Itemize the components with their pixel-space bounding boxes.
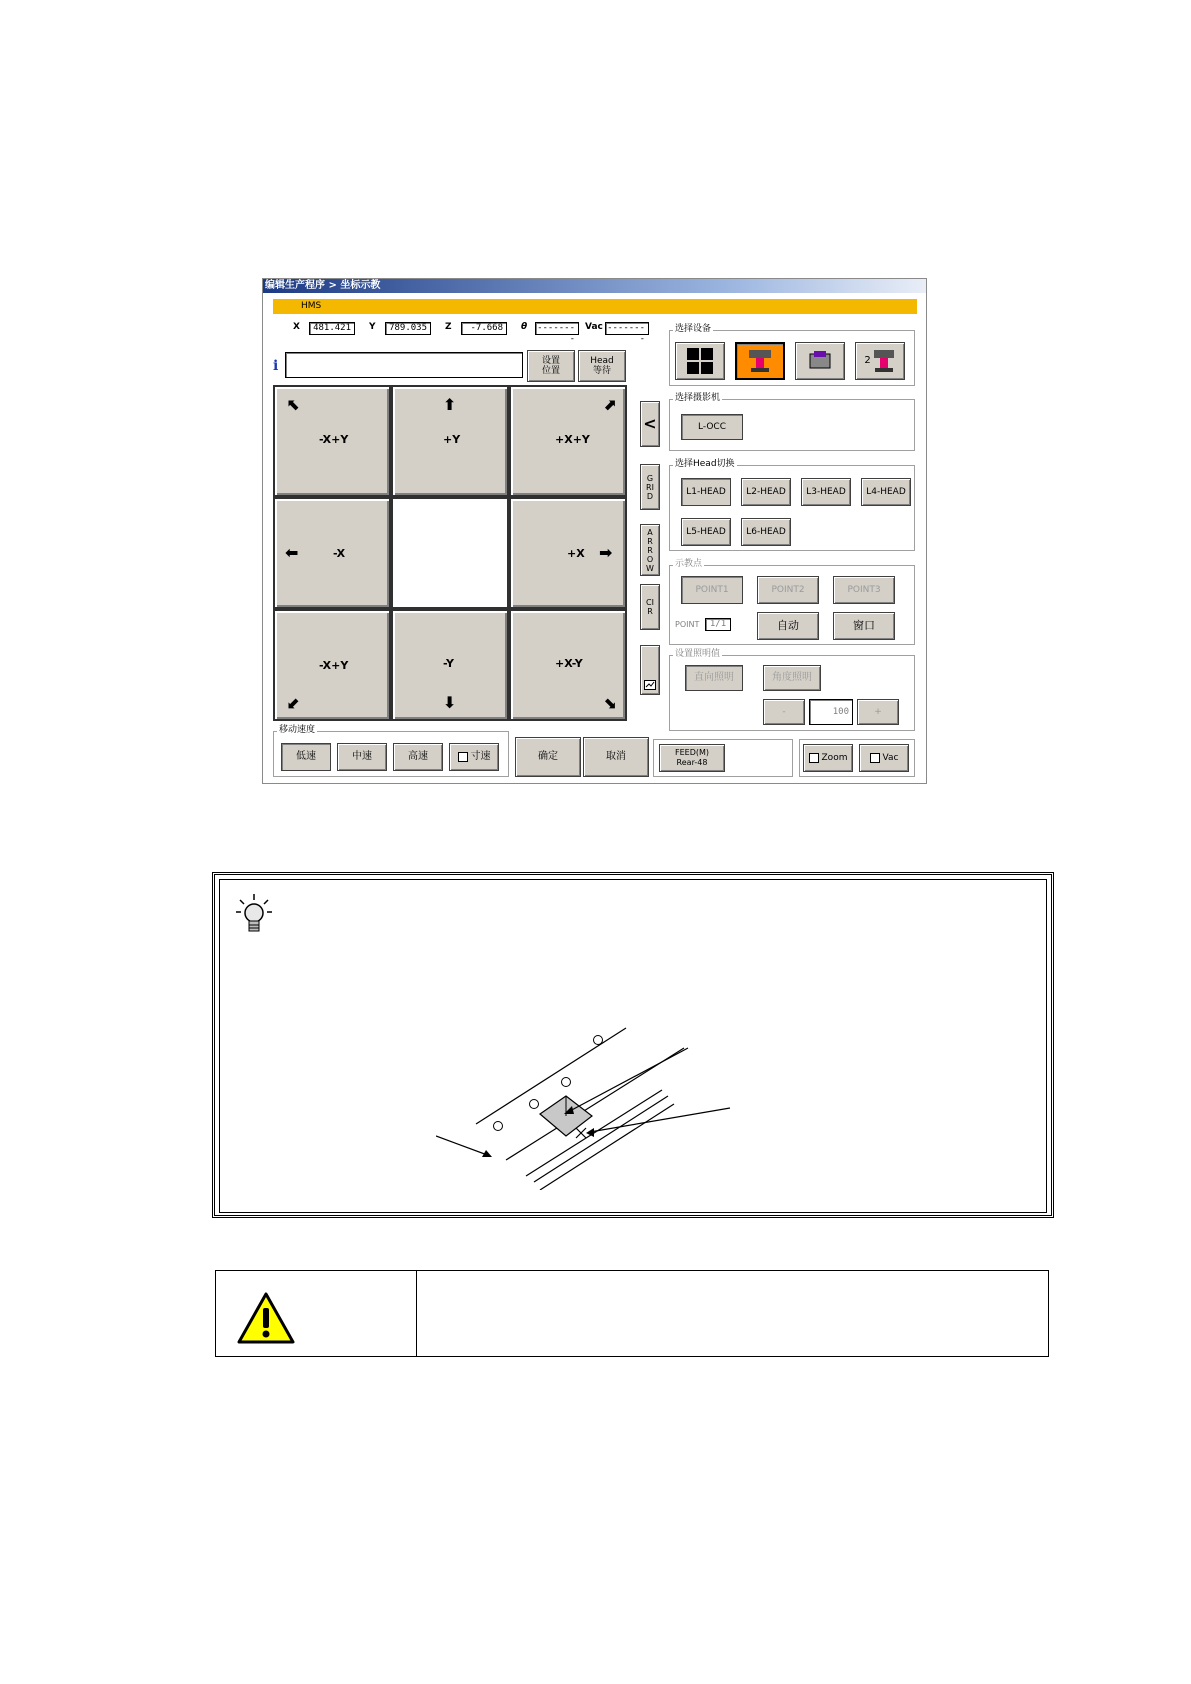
window-button[interactable]: 窗口 [833, 612, 895, 640]
arrow-tab-label: ARROW [646, 527, 654, 573]
z-label: Z [445, 322, 452, 332]
head-l1-button[interactable]: L1-HEAD [681, 478, 731, 506]
arrow-up-right-icon: ⬈ [603, 395, 617, 414]
speed-high-button[interactable]: 高速 [393, 743, 443, 771]
pcb-component-diagram [436, 1020, 756, 1190]
feeder-icon [807, 348, 833, 374]
point-label: POINT [675, 620, 700, 629]
jog-down-left-button[interactable] [273, 609, 391, 721]
vac-check-icon [870, 753, 880, 763]
zoom-toggle[interactable] [803, 744, 853, 772]
zoom-label: Zoom [821, 753, 848, 763]
jog-down-label: -Y [443, 657, 454, 670]
light-minus-button[interactable]: - [763, 699, 805, 725]
device-feeder-button[interactable] [795, 342, 845, 380]
theta-value: -------- [535, 322, 579, 335]
select-device-title: 选择设备 [675, 324, 712, 334]
vac-label: Vac [585, 322, 603, 332]
arrow-up-icon: ⬆ [443, 395, 457, 414]
y-label: Y [369, 322, 376, 332]
head-l4-button[interactable]: L4-HEAD [861, 478, 911, 506]
speed-low-button[interactable]: 低速 [281, 743, 331, 771]
chart-icon [644, 680, 656, 690]
jog-up-button[interactable] [391, 385, 509, 497]
point-counter: 1/1 [705, 618, 731, 631]
jog-center [391, 497, 509, 609]
set-position-button[interactable]: 设置 位置 [527, 350, 575, 382]
theta-label: θ [521, 322, 528, 332]
arrow-down-left-icon: ⬋ [287, 693, 301, 712]
y-value: 789.035 [385, 322, 431, 335]
jog-up-left-button[interactable] [273, 385, 391, 497]
lightbulb-icon [234, 892, 278, 936]
arrow-up-left-icon: ⬉ [287, 395, 301, 414]
jog-left-label: -X [333, 547, 346, 560]
cancel-button[interactable]: 取消 [583, 737, 649, 777]
collapse-button[interactable]: < [640, 401, 660, 447]
mount-head-icon [747, 348, 773, 374]
jog-up-label: +Y [443, 433, 461, 446]
arrow-right-icon: ➡ [599, 543, 613, 562]
speed-mid-button[interactable]: 中速 [337, 743, 387, 771]
teach-point-title: 示教点 [675, 559, 703, 569]
select-camera-title: 选择摄影机 [675, 393, 721, 403]
x-value: 481.421 [309, 322, 355, 335]
info-field [285, 352, 523, 378]
lighting-title: 设置照明值 [675, 649, 721, 659]
light-plus-button[interactable]: + [857, 699, 899, 725]
auto-button[interactable]: 自动 [757, 612, 819, 640]
warning-triangle-icon [236, 1291, 296, 1345]
chart-tab[interactable] [640, 645, 660, 695]
light-value: 100 [809, 699, 853, 725]
warning-box [215, 1270, 1049, 1357]
jog-right-button[interactable] [509, 497, 627, 609]
vac-toggle[interactable] [859, 744, 909, 772]
arrow-left-icon: ⬅ [285, 543, 299, 562]
arrow-down-icon: ⬇ [443, 693, 457, 712]
z-value: -7.668 [461, 322, 507, 335]
cir-tab[interactable] [640, 584, 660, 630]
mount-head-2-icon [872, 348, 896, 374]
front-light-button[interactable]: 直向照明 [685, 665, 743, 691]
head-l5-button[interactable]: L5-HEAD [681, 518, 731, 546]
warning-separator [416, 1271, 417, 1356]
head-l6-button[interactable]: L6-HEAD [741, 518, 791, 546]
fine-speed-label: 寸速 [470, 751, 491, 762]
camera-locc-button[interactable]: L-OCC [681, 414, 743, 440]
point2-button[interactable]: POINT2 [757, 576, 819, 604]
grid-tab[interactable] [640, 464, 660, 510]
jog-left-button[interactable] [273, 497, 391, 609]
vac-value: -------- [605, 322, 649, 335]
cir-tab-label: CIR [646, 598, 654, 616]
jog-up-left-label: -X+Y [319, 433, 349, 446]
ok-button[interactable]: 确定 [515, 737, 581, 777]
device-head-button[interactable] [735, 342, 785, 380]
hms-bar: HMS [273, 299, 917, 314]
x-label: X [293, 322, 300, 332]
speed-title: 移动速度 [279, 725, 316, 735]
device-head2-button[interactable]: 2 [855, 342, 905, 380]
grid-four-icon [687, 348, 713, 374]
teach-coordinates-window [262, 278, 927, 784]
fine-speed-checkbox[interactable] [449, 743, 499, 771]
head-l3-button[interactable]: L3-HEAD [801, 478, 851, 506]
device-all-button[interactable] [675, 342, 725, 380]
point3-button[interactable]: POINT3 [833, 576, 895, 604]
fine-speed-check-icon [458, 752, 468, 762]
tip-box [212, 872, 1054, 1218]
head-l2-button[interactable]: L2-HEAD [741, 478, 791, 506]
jog-down-right-button[interactable] [509, 609, 627, 721]
jog-up-right-button[interactable] [509, 385, 627, 497]
zoom-check-icon [809, 753, 819, 763]
window-title: 编辑生产程序 > 坐标示教 [263, 279, 926, 293]
vac-toggle-label: Vac [882, 753, 899, 763]
select-head-title: 选择Head切换 [675, 459, 735, 469]
jog-down-left-label: -X+Y [319, 659, 349, 672]
tip-box-inner [219, 879, 1047, 1213]
info-icon: i [273, 358, 279, 374]
jog-up-right-label: +X+Y [555, 433, 590, 446]
grid-tab-label: GRID [646, 473, 654, 501]
jog-down-button[interactable] [391, 609, 509, 721]
point1-button[interactable]: POINT1 [681, 576, 743, 604]
jog-right-label: +X [567, 547, 585, 560]
arrow-down-right-icon: ⬊ [603, 693, 617, 712]
angle-light-button[interactable]: 角度照明 [763, 665, 821, 691]
head-wait-button[interactable]: Head 等待 [578, 350, 626, 382]
arrow-tab[interactable] [640, 524, 660, 576]
feed-button[interactable]: FEED(M) Rear-48 [659, 744, 725, 772]
jog-down-right-label: +X-Y [555, 657, 583, 670]
